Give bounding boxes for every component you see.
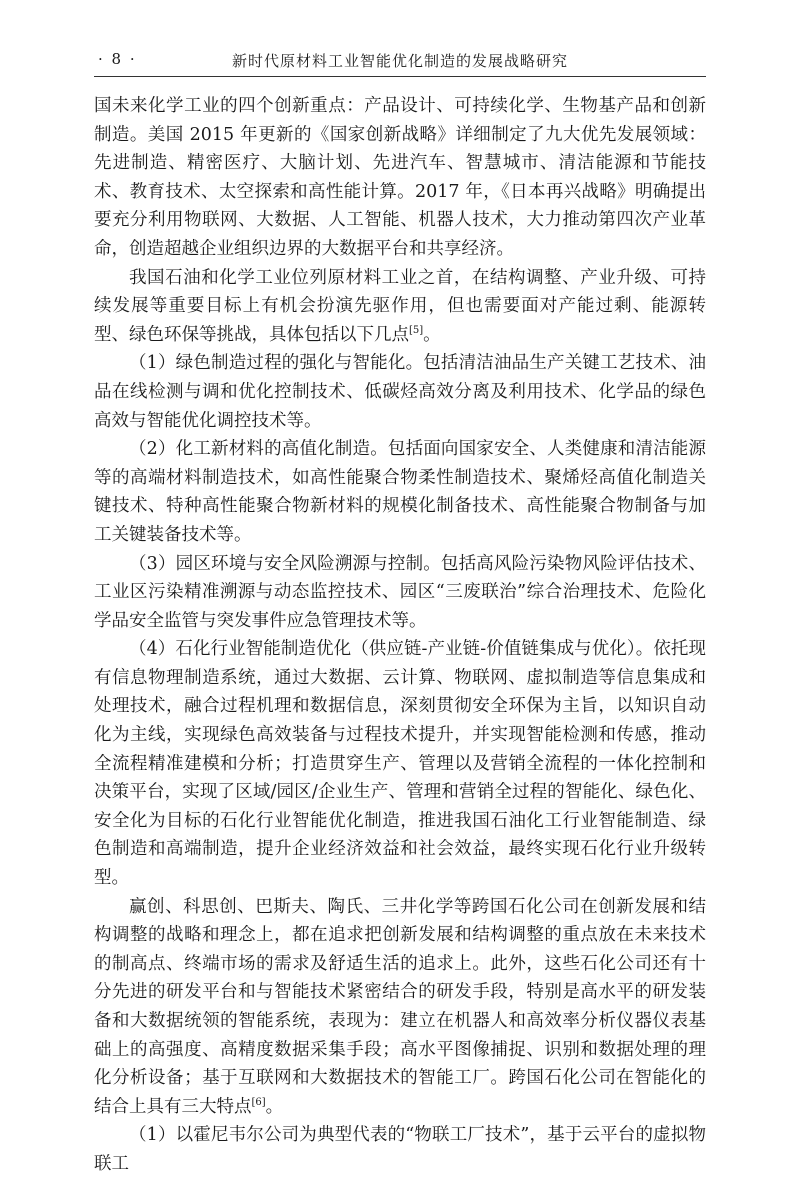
body-text [94,92,706,1179]
paragraph-text: 。 [423,324,441,345]
paragraph-text: （1）绿色制造过程的强化与智能化。包括清洁油品生产关键工艺技术、油品在线检测与调和优化控制技术、低碳烃高效分离及利用技术、化学品的绿色高效与智能优化调控技术等。 [94,353,706,431]
paragraph-text: 。 [265,1096,284,1117]
paragraph-text: （4）石化行业智能制造优化（供应链-产业链-价值链集成与优化）。依托现有信息物理制造系统，通过大数据、云计算、物联网、虚拟制造等信息集成和处理技术，融合过程机理和数据信息，深刻贯彻安全环保为主旨，以知识自动化为主线，实现绿色高效装备与过程技术提升，并实现智能检测和传感，推动全流程精准建模和分析；打造贯穿生产、管理以及营销全流程的一体化控制和决策平台，实现了区域/园区/企业生产、管理和营销全过程的智能化、绿色化、安全化为目标的石化行业智能优化制造，推进我国石油化工行业智能制造、绿色制造和高端制造，提升企业经济效益和社会效益，最终实现石化行业升级转型。 [94,639,706,889]
citation-marker: [5] [409,324,424,336]
list-item-green-manufacturing [94,349,706,435]
paragraph-petrochemical-challenges [94,264,706,350]
paragraph-multinational-companies [94,893,706,1122]
paragraph-text: （2）化工新材料的高值化制造。包括面向国家安全、人类健康和清洁能源等的高端材料制造技术，如高性能聚合物柔性制造技术、聚烯烃高值化制造关键技术、特种高性能聚合物新材料的规模化制备技术、高性能聚合物制备与加工关键装备技术等。 [94,439,706,545]
citation-marker: [6] [251,1096,266,1108]
paragraph-text: 我国石油和化学工业位列原材料工业之首，在结构调整、产业升级、可持续发展等重要目标上有机会扮演先驱作用，但也需要面对产能过剩、能源转型、绿色环保等挑战，具体包括以下几点 [94,267,706,345]
running-title: 新时代原材料工业智能优化制造的发展战略研究 [231,52,568,70]
paragraph-text: （1）以霍尼韦尔公司为典型代表的“物联工厂技术”，基于云平台的虚拟物联工 [94,1125,706,1174]
list-item-smart-manufacturing [94,635,706,892]
page-header [94,50,706,77]
list-item-new-materials [94,435,706,549]
paragraph-continuation [94,92,706,264]
paragraph-text: （3）园区环境与安全风险溯源与控制。包括高风险污染物风险评估技术、工业区污染精准溯源与动态监控技术、园区“三废联治”综合治理技术、危险化学品安全监管与突发事件应急管理技术等。 [94,553,706,631]
paragraph-text: 国未来化学工业的四个创新重点：产品设计、可持续化学、生物基产品和创新制造。美国 2015 年更新的《国家创新战略》详细制定了九大优先发展领域：先进制造、精密医疗、大脑计划、先进汽车、智慧城市、清洁能源和节能技术、教育技术、太空探索和高性能计算。2017 年，《日本再兴战略》明确提出要充分利用物联网、大数据、人工智能、机器人技术，大力推动第四次产业革命，创造超越企业组织边界的大数据平台和共享经济。 [94,96,706,259]
list-item-honeywell [94,1121,706,1178]
list-item-park-safety [94,550,706,636]
paragraph-text: 赢创、科思创、巴斯夫、陶氏、三井化学等跨国石化公司在创新发展和结构调整的战略和理念上，都在追求把创新发展和结构调整的重点放在未来技术的制高点、终端市场的需求及舒适生活的追求上。此外，这些石化公司还有十分先进的研发平台和与智能技术紧密结合的研发手段，特别是高水平的研发装备和大数据统领的智能系统，表现为：建立在机器人和高效率分析仪器仪表基础上的高强度、高精度数据采集手段；高水平图像捕捉、识别和数据处理的理化分析设备；基于互联网和大数据技术的智能工厂。跨国石化公司在智能化的结合上具有三大特点 [94,896,706,1117]
page-number: · 8 · [98,50,137,68]
